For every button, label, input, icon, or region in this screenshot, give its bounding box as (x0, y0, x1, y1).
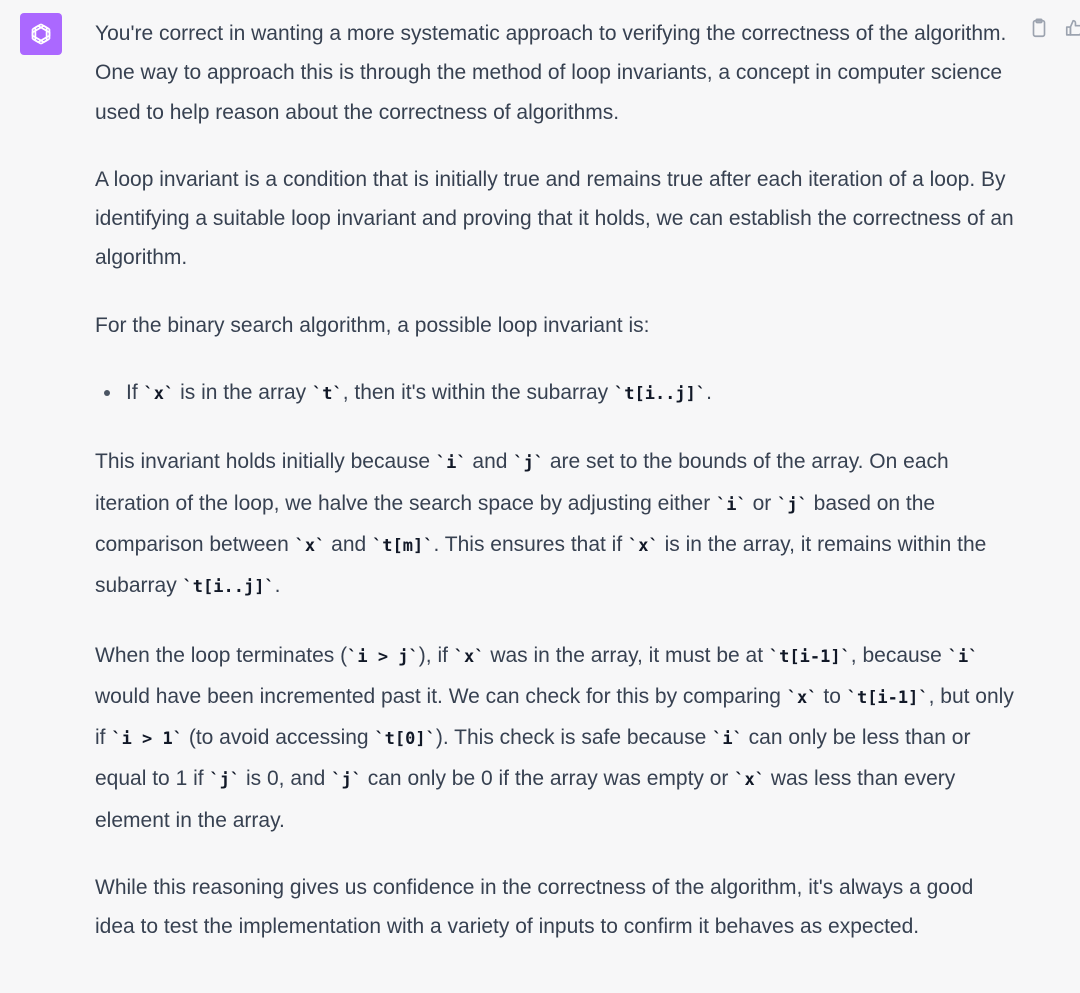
text-span: is in the array, it remains within the subarray (95, 532, 987, 598)
inline-code: `x` (786, 687, 818, 708)
text-span: to (817, 684, 847, 708)
inline-code: `x` (143, 384, 175, 405)
text-span: can only be less than or equal to 1 if (95, 726, 971, 791)
message-paragraph: For the binary search algorithm, a possible loop invariant is: (95, 313, 650, 337)
text-span: . (274, 574, 281, 598)
text-span: or (746, 491, 778, 515)
inline-code: `i` (716, 494, 747, 515)
inline-code: `j` (513, 453, 544, 474)
inline-code: `x` (628, 535, 659, 556)
text-span: are set to the bounds of the array. On each iteration of the loop, we halve the search space by adjusting either (95, 450, 949, 515)
text-span: . (706, 381, 712, 405)
text-span: This invariant holds initially because (95, 450, 436, 474)
inline-code: `i > 1` (111, 729, 183, 750)
message-paragraph: A loop invariant is a condition that is initially true and remains true after each iteration of a loop. By identifying a suitable loop invariant and proving that it holds, we can establish the correctness of an algorithm. (95, 167, 1014, 270)
list-item (126, 373, 1015, 414)
inline-code: `i` (435, 453, 467, 474)
text-span: When the loop terminates ( (95, 643, 348, 667)
inline-code: `j` (777, 494, 808, 515)
text-span: and (466, 450, 514, 474)
inline-code: `t[m]` (372, 535, 434, 556)
inline-code: `t[i..j]` (182, 577, 275, 598)
text-span: would have been incremented past it. We can check for this by comparing (95, 684, 787, 708)
text-span: is in the array (174, 381, 312, 405)
text-span: ), if (418, 643, 454, 667)
inline-code: `i` (947, 646, 979, 667)
inline-code: `i` (712, 729, 743, 750)
inline-code: `x` (294, 535, 326, 556)
thumbs-up-icon[interactable] (1064, 17, 1080, 39)
text-span: based on the comparison between (95, 491, 936, 556)
inline-code: `x` (734, 770, 765, 791)
text-span: ). This check is safe because (435, 726, 713, 750)
text-span: can only be 0 if the array was empty or (361, 767, 735, 791)
inline-code: `t[i-1]` (846, 687, 929, 708)
inline-code: `t[i-1]` (768, 646, 851, 667)
message-paragraph: While this reasoning gives us confidence in the correctness of the algorithm, it's always a good idea to test the implementation with a variety of inputs to confirm it behaves as expected. (95, 876, 974, 939)
inline-code: `t[0]` (374, 729, 436, 750)
message-paragraph (95, 442, 1015, 607)
text-span: (to avoid accessing (183, 726, 375, 750)
text-span: and (325, 532, 373, 556)
text-span: , because (850, 643, 948, 667)
message-paragraph (95, 636, 1015, 840)
assistant-message (95, 14, 1015, 975)
inline-code: `x` (453, 646, 485, 667)
inline-code: `j` (331, 770, 362, 791)
text-span: If (126, 381, 144, 405)
message-paragraph: You're correct in wanting a more systematic approach to verifying the correctness of the algorithm. One way to approach this is through the method of loop invariants, a concept in computer science used to help reason about the correctness of algorithms. (95, 22, 1007, 124)
inline-code: `t[i..j]` (614, 384, 707, 405)
inline-code: `i > j` (347, 646, 419, 667)
invariant-list (95, 373, 1015, 414)
text-span: , but only if (95, 684, 1014, 750)
openai-logo-icon (26, 19, 56, 49)
assistant-avatar (20, 13, 62, 55)
text-span: , then it's within the subarray (342, 381, 614, 405)
inline-code: `j` (209, 770, 241, 791)
clipboard-icon[interactable] (1028, 17, 1050, 39)
message-actions (1028, 17, 1080, 39)
text-span: . This ensures that if (433, 532, 629, 556)
text-span: was less than every element in the array. (95, 767, 956, 832)
inline-code: `t` (311, 384, 343, 405)
text-span: was in the array, it must be at (484, 643, 769, 667)
text-span: is 0, and (240, 767, 332, 791)
